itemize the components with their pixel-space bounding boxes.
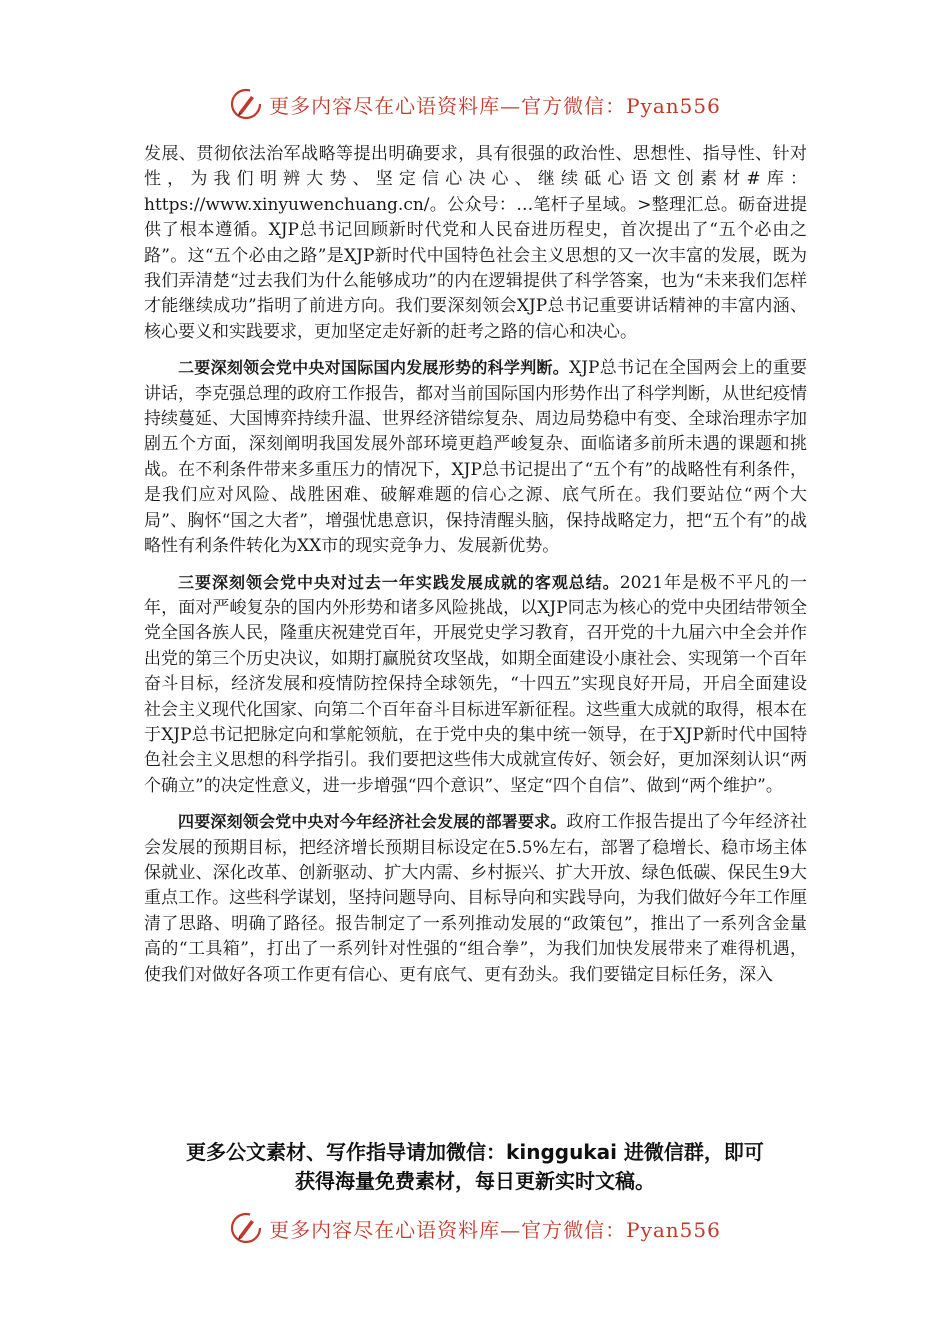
paragraph-text: 政府工作报告提出了今年经济社会发展的预期目标，把经济增长预期目标设定在5.5%左右，部署了稳增长、稳市场主体保就业、深化改革、创新驱动、扩大内需、乡村振兴、扩大开放、绿色低碳、保民生9大重点工作。这些科学谋划，坚持问题导向、目标导向和实践导向，为我们做好今年工作厘清了思路、明确了路径。报告制定了一系列推动发展的“政策包”，推出了一系列含金量高的“工具箱”，打出了一系列针对性强的“组合拳”，为我们加快发展带来了难得机遇，使我们对做好各项工作更有信心、更有底气、更有劲头。我们要锚定目标任务，深入: [144, 812, 807, 985]
paragraph-four: [144, 809, 807, 988]
footer-banner[interactable]: [0, 1206, 950, 1250]
paragraph-two: [144, 355, 807, 559]
paragraph-continued: [144, 142, 807, 345]
promo-line-1: 更多公文素材、写作指导请加微信：kinggukai 进微信群，即可: [186, 1140, 764, 1164]
paragraph-lead: 三要深刻领会党中央对过去一年实践发展成就的客观总结。: [178, 572, 620, 592]
paragraph-lead: 四要深刻领会党中央对今年经济社会发展的部署要求。: [178, 812, 567, 832]
promo-notice: [120, 1138, 830, 1196]
paragraph-text: 2021年是极不平凡的一年，面对严峻复杂的国内外形势和诸多风险挑战，以XJP同志为核心的党中央团结带领全党全国各族人民，隆重庆祝建党百年，开展党史学习教育，召开党的十九届六中全会并作出党的第三个历史决议，如期打赢脱贫攻坚战，如期全面建设小康社会、实现第一个百年奋斗目标，经济发展和疫情防控保持全球领先，“十四五”实现良好开局，开启全面建设社会主义现代化国家、向第二个百年奋斗目标进军新征程。这些重大成就的取得，根本在于XJP总书记把脉定向和掌舵领航，在于党中央的集中统一领导，在于XJP新时代中国特色社会主义思想的科学指引。我们要把这些伟大成就宣传好、领会好，更加深刻认识“两个确立”的决定性意义，进一步增强“四个意识”、坚定“四个自信”、做到“两个维护”。: [144, 572, 807, 796]
footer-banner-text: 更多内容尽在心语资料库—官方微信：Pyan556: [269, 1217, 721, 1242]
paragraph-text: XJP总书记在全国两会上的重要讲话，李克强总理的政府工作报告，都对当前国际国内形势作出了科学判断，从世纪疫情持续蔓延、大国博弈持续升温、世界经济错综复杂、周边局势稳中有变、全球治理赤字加剧五个方面，深刻阐明我国发展外部环境更趋严峻复杂、面临诸多前所未遇的课题和挑战。在不利条件带来多重压力的情况下，XJP总书记提出了“五个有”的战略性有利条件，是我们应对风险、战胜困难、破解难题的信心之源、底气所在。我们要站位“两个大局”、胸怀“国之大者”，增强忧患意识，保持清醒头脑，保持战略定力，把“五个有”的战略性有利条件转化为XX市的现实竞争力、发展新优势。: [144, 358, 807, 557]
paragraph-text: 发展、贯彻依法治军战略等提出明确要求，具有很强的政治性、思想性、指导性、针对性，为我们明辨大势、坚定信心决心、继续砥心语文创素材#库：https://www.xinyuwenchuang.cn/。公众号：…笔杆子星域。>整理汇总。砺奋进提供了根本遵循。XJP总书记回顾新时代党和人民奋进历程史，首次提出了“五个必由之路”。这“五个必由之路”是XJP新时代中国特色社会主义思想的又一次丰富的发展，既为我们弄清楚“过去我们为什么能够成功”的内在逻辑提供了科学答案，也为“未来我们怎样才能继续成功”指明了前进方向。我们要深刻领会XJP总书记重要讲话精神的丰富内涵、核心要义和实践要求，更加坚定走好新的赶考之路的信心和决心。: [144, 144, 807, 342]
header-banner[interactable]: [0, 82, 950, 126]
paragraph-lead: 二要深刻领会党中央对国际国内发展形势的科学判断。: [178, 358, 570, 378]
paragraph-three: [144, 570, 807, 800]
promo-line-2: 获得海量免费素材，每日更新实时文稿。: [295, 1169, 655, 1193]
header-banner-text: 更多内容尽在心语资料库—官方微信：Pyan556: [269, 93, 721, 118]
pen-logo-icon: [229, 87, 263, 121]
article-body: [144, 142, 807, 998]
pen-logo-icon: [229, 1211, 263, 1245]
